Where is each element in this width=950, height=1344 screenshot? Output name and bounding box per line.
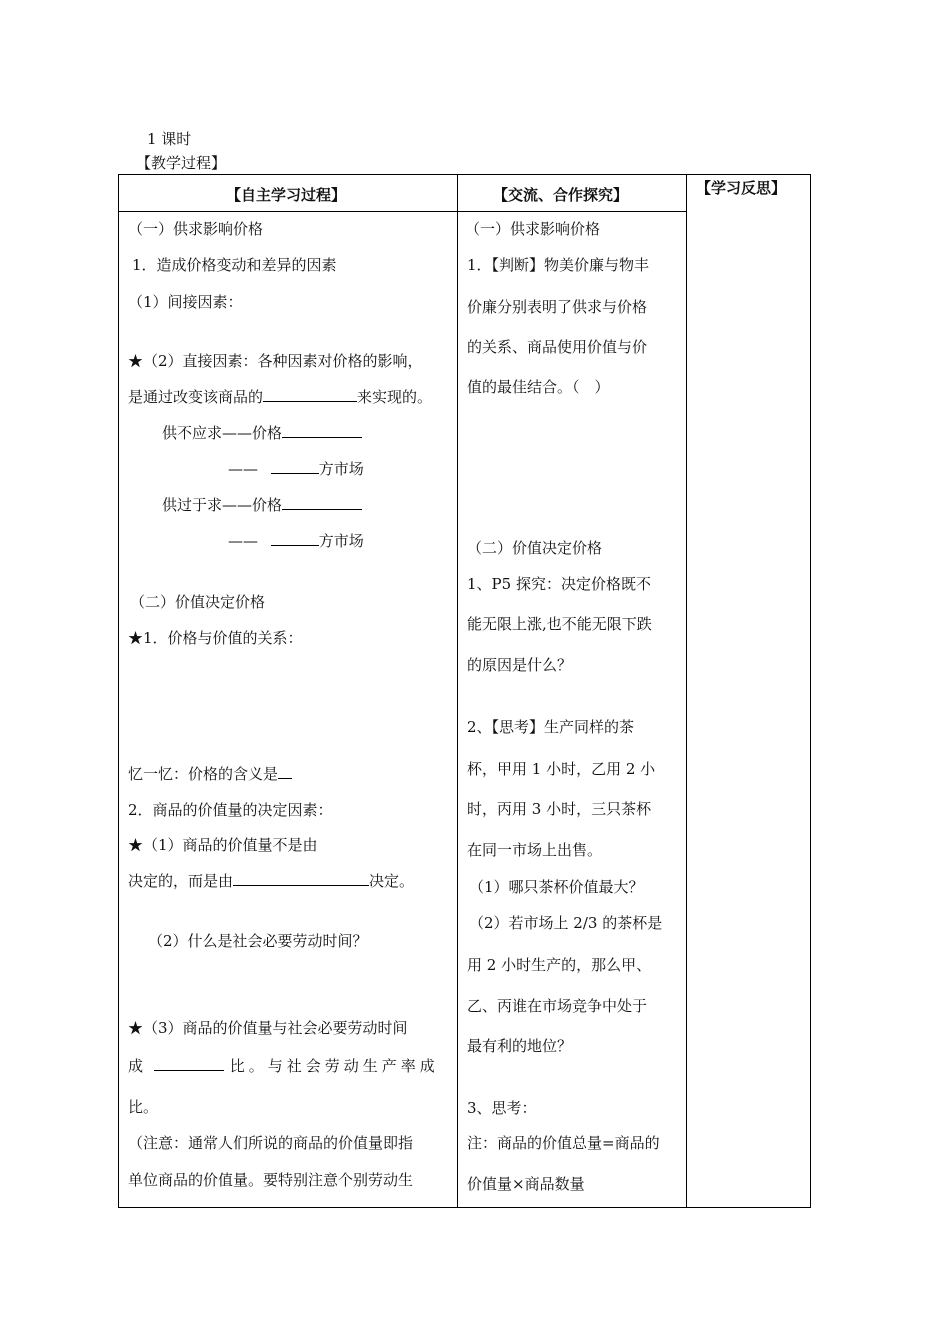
text-line: 2、【思考】生产同样的茶 <box>467 718 635 736</box>
text-line <box>162 494 362 515</box>
text-line: 能无限上涨,也不能无限下跌 <box>467 615 652 633</box>
fill-blank <box>271 459 319 474</box>
text-fragment: 供过于求——价格 <box>162 496 283 514</box>
section-heading: （一）供求影响价格 <box>465 220 601 238</box>
text-fragment: —— <box>228 460 258 478</box>
text-line: （1）哪只茶杯价值最大？ <box>469 878 644 896</box>
text-line <box>128 763 292 784</box>
text-fragment: 决定。 <box>369 872 415 890</box>
fill-blank <box>278 764 292 779</box>
fill-blank <box>154 1056 224 1071</box>
text-line <box>162 422 362 443</box>
header-discussion: 【交流、合作探究】 <box>493 186 629 204</box>
text-line: 杯，甲用 1 小时，乙用 2 小 <box>467 760 656 778</box>
text-fragment: 方市场 <box>318 532 364 550</box>
section-heading: （二）价值决定价格 <box>130 593 266 611</box>
header-reflection: 【学习反思】 <box>696 179 787 197</box>
fill-blank <box>263 387 357 402</box>
text-line: 单位商品的价值量。要特别注意个别劳动生 <box>128 1171 414 1189</box>
text-fragment: 成 <box>128 1057 145 1075</box>
text-line: （2）什么是社会必要劳动时间？ <box>148 932 368 950</box>
header-self-study: 【自主学习过程】 <box>226 186 347 204</box>
text-fragment: 来实现的。 <box>357 388 433 406</box>
fill-blank <box>282 423 362 438</box>
text-line: 3、思考： <box>467 1099 537 1117</box>
text-line: ★1．价格与价值的关系： <box>128 629 303 647</box>
text-fragment: 供不应求——价格 <box>162 424 283 442</box>
text-fragment: 比。与社会劳动生产率成 <box>229 1057 439 1075</box>
text-line <box>228 530 364 551</box>
text-line: 在同一市场上出售。 <box>467 841 603 859</box>
text-line: 1．造成价格变动和差异的因素 <box>132 256 337 274</box>
text-line: 价廉分别表明了供求与价格 <box>467 298 648 316</box>
fill-blank <box>233 871 369 886</box>
text-line: （1）间接因素： <box>128 293 243 311</box>
text-line: 用 2 小时生产的，那么甲、 <box>467 956 652 974</box>
text-fragment: 忆一忆：价格的含义是 <box>128 765 279 783</box>
text-line <box>128 870 414 891</box>
fill-blank <box>282 495 362 510</box>
text-line <box>128 386 432 407</box>
fill-blank <box>271 531 319 546</box>
section-heading: （二）价值决定价格 <box>467 539 603 557</box>
section-title: 【教学过程】 <box>136 154 227 172</box>
text-line: （注意：通常人们所说的商品的价值量即指 <box>128 1134 414 1152</box>
text-line: ★（1）商品的价值量不是由 <box>128 836 318 854</box>
text-line: 2．商品的价值量的决定因素： <box>128 801 333 819</box>
text-line: ★（3）商品的价值量与社会必要劳动时间 <box>128 1019 408 1037</box>
text-line: 1、P5 探究：决定价格既不 <box>467 575 651 593</box>
text-line: 乙、丙谁在市场竞争中处于 <box>467 997 648 1015</box>
text-line: 的关系、商品使用价值与价 <box>467 338 648 356</box>
text-line: 最有利的地位？ <box>467 1037 573 1055</box>
text-line: 时，丙用 3 小时，三只茶杯 <box>467 800 652 818</box>
text-fragment: 方市场 <box>318 460 364 478</box>
text-line: ★（2）直接因素：各种因素对价格的影响， <box>128 352 423 370</box>
text-fragment: 决定的，而是由 <box>128 872 234 890</box>
text-line <box>228 458 364 479</box>
text-line: 比。 <box>128 1098 159 1116</box>
text-fragment: 是通过改变该商品的 <box>128 388 264 406</box>
text-line <box>128 1055 439 1076</box>
text-line: 价值量×商品数量 <box>467 1175 585 1193</box>
section-heading: （一）供求影响价格 <box>128 220 264 238</box>
text-fragment: —— <box>228 532 258 550</box>
text-line: 1．【判断】物美价廉与物丰 <box>467 256 650 274</box>
text-line: 值的最佳结合。（ ） <box>467 378 610 396</box>
text-line: 注：商品的价值总量=商品的 <box>467 1134 660 1152</box>
text-line: （2）若市场上 2/3 的茶杯是 <box>469 914 663 932</box>
period-label: 1 课时 <box>147 130 192 148</box>
text-line: 的原因是什么？ <box>467 656 573 674</box>
